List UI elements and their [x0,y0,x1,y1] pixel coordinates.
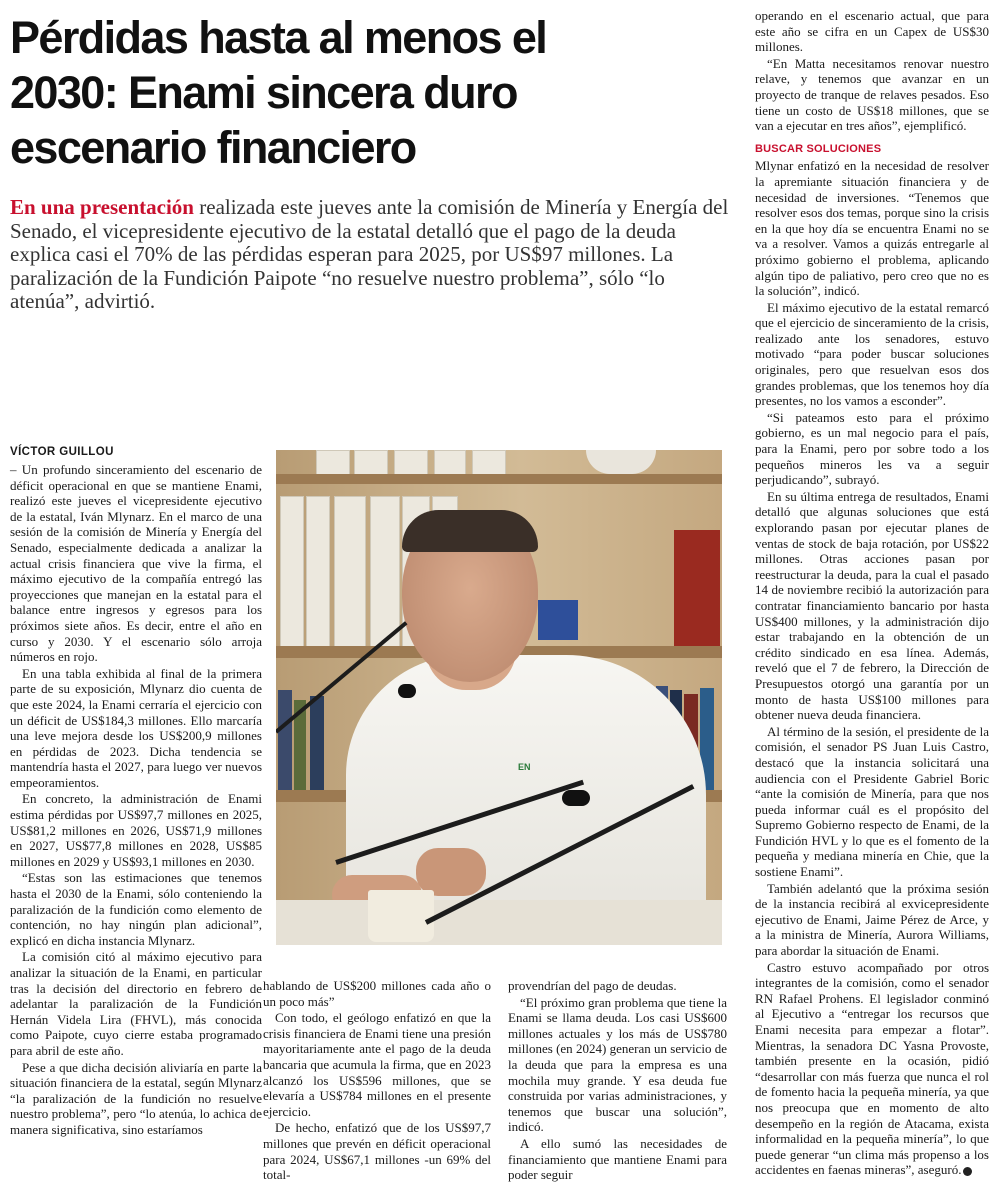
paragraph: El máximo ejecutivo de la estatal remarcó que el ejercicio de sinceramiento de la crisis, realizado ante los senadores, estuvo motivado “para poder buscar soluciones originales, pero que resuelvan esos dos grandes problemas, que los tenemos hoy día presentes, no los vamos a esconder”. [755,299,989,409]
paragraph: En una tabla exhibida al final de la primera parte de su exposición, Mlynarz dio cuenta de que este 2024, la Enami cerraría el ejercicio con un déficit de US$184,3 millones. Ello marcaría una leve mejora desde los US$200,9 millones en pérdidas de 2023. Dicha tendencia se mantendría hasta el 2027, para luego ver nuevos empeoramientos. [10,665,262,790]
paragraph: – Un profundo sinceramiento del escenario de déficit operacional en que se mantiene Enami, realizó este jueves el vicepresidente ejecutivo de la estatal, Iván Mlynarz. En el marco de una sesión de la comisión de Minería y Energía del Senado, especialmente dedicada a analizar la actual crisis financiera que vive la firma, el máximo ejecutivo de la compañía entregó las proyecciones que manejan en la estatal para el balance entre ingresos y egresos para los próximos siete años. Es decir, entre el año en curso y 2030. Y el escenario sólo arroja números en rojo. [10,462,262,665]
paragraph: “El próximo gran problema que tiene la Enami se llama deuda. Los casi US$600 millones actuales y los más de US$780 millones (en 2024) generan un servicio de la deuda que para la empresa es una mochila muy grande. Y esa deuda fue construida por varias administraciones, y tenemos que buscar una solución”, indicó. [508,994,727,1135]
lead-paragraph [10,196,730,314]
paragraph: La comisión citó al máximo ejecutivo para analizar la situación de la Enami, en particular tras la decisión del directorio en febrero de adelantar la paralización de la Fundición Hernán Videla Lira (FHVL), más conocida como Paipote, cuyo cierre estaba programado para abril de este año. [10,949,262,1058]
paragraph: Al término de la sesión, el presidente de la comisión, el senador PS Juan Luis Castro, destacó que la instancia solicitará una audiencia con el Presidente Gabriel Boric “ante la comisión de Minería, para que nos pueda informar cuál es el propósito del Supremo Gobierno respecto de Enami, de la Fundición HVL y lo que es el fomento de la pequeña y mediana minería en Chie, que la sostiene Enami”. [755,723,989,880]
headline-line: escenario financiero [10,122,416,173]
shirt-logo: EN [518,762,531,772]
paragraph: operando en el escenario actual, que para este año se cifra en un Capex de US$30 millones. [755,8,989,55]
paragraph: “Estas son las estimaciones que tenemos hasta el 2030 de la Enami, sólo conteniendo la paralización de la fundición como elemento de contención, no hay ningún plan adicional”, explicó en dicha instancia Mlynarz. [10,870,262,948]
paragraph: hablando de US$200 millones cada año o un poco más” [263,978,491,1009]
lead-kicker: En una presentación [10,195,194,219]
portrait-photo [276,450,722,945]
article-column-2 [263,978,491,1184]
paragraph: A ello sumó las necesidades de financiamiento que mantiene Enami para poder seguir [508,1135,727,1183]
article-column-3 [508,978,727,1184]
paragraph [755,960,989,1178]
byline: VÍCTOR GUILLOU [10,446,114,458]
headline-line: 2030: Enami sincera duro [10,67,517,118]
paragraph: provendrían del pago de deudas. [508,978,677,993]
paragraph: Pese a que dicha decisión aliviaría en parte la situación financiera de la estatal, según Mlynarz “la paralización de la fundición no resuelve nuestro problema”, pero “lo atenúa, lo achica de manera significativa, sino estaríamos [10,1059,262,1137]
lead-text: realizada este jueves ante la comisión de Minería y Energía del Senado, el vicepresidente ejecutivo de la estatal detalló que el pago de la deuda explica casi el 70% de las pérdidas esperan para 2025, por US$97 millones. La paralización de la Fundición Paipote “no resuelve nuestro problema”, sólo “lo atenúa”, advirtió. [10,195,729,313]
paragraph: En concreto, la administración de Enami estima pérdidas por US$97,7 millones en 2025, US$81,2 millones en 2026, US$71,9 millones en 2027, US$77,8 millones en 2028, US$85 millones en 2029 y US$93,1 millones en 2030. [10,791,262,869]
paragraph: De hecho, enfatizó que de los US$97,7 millones que prevén en déficit operacional para 2024, US$67,1 millones -un 69% del total- [263,1120,491,1183]
article-column-4 [755,8,989,1179]
paragraph: También adelantó que la próxima sesión de la instancia recibirá al exvicepresidente ejecutivo de Enami, Jaime Pérez de Arce, y a la ministra de Minería, Aurora Williams, para abordar la situación de Enami. [755,880,989,959]
end-mark-icon [963,1167,972,1176]
section-heading: BUSCAR SOLUCIONES [755,142,882,155]
article-column-1 [10,462,262,1139]
paragraph: “En Matta necesitamos renovar nuestro relave, y tenemos que avanzar en un proyecto de tranque de relaves pesados. Eso tiene un costo de US$18 millones, que se van a ejecutar en tres años”, ejemplificó. [755,55,989,134]
paragraph: “Si pateamos esto para el próximo gobierno, es un mal negocio para el país, para la Enami, pero por sobre todo a los pequeños mineros les va a seguir perjudicando”, subrayó. [755,409,989,488]
headline-line: Pérdidas hasta al menos el [10,12,547,63]
paragraph-text: Castro estuvo acompañado por otros integrantes de la comisión, como el senador RN Rafael Prohens. El legislador conminó al Ejecutivo a “entregar los recursos que Enami necesita para empezar a flotar”. Mientras, la senadora DC Yasna Provoste, también presente en la ocasión, pidió “desarrollar con más fuerza que nunca el rol de fomento hacia la pequeña minería, ya que nos preocupa que en momento de alto desempeño en la región de Atacama, exista informalidad en la pequeña minería”, lo que puede generar “un clima más propenso a los accidentes en faenas mineras”, aseguró. [755,959,989,1178]
paragraph: Con todo, el geólogo enfatizó en que la crisis financiera de Enami tiene una presión mayoritariamente ante el pago de la deuda bancaria que acumula la firma, que en 2023 alcanzó los US$596 millones, que se elevaría a US$784 millones en el presente ejercicio. [263,1010,491,1119]
headline [10,10,730,175]
paragraph: En su última entrega de resultados, Enami detalló que algunas soluciones que está explorando pasan por ejecutar planes de ventas de stock de baja rotación, por US$22 millones. Otras acciones pasan por reestructurar la deuda, para la cual el pasado 14 de noviembre recibió la autorización para contratar financiamiento bancario por hasta US$400 millones, y la administración dijo estar trabajando en la obtención de un crédito sindicado en esa línea. Además, reveló que el 7 de febrero, la Dirección de Presupuestos otorgó una garantía por un monto de hasta US$100 millones para obtener nueva deuda financiera. [755,488,989,723]
paragraph: Mlynar enfatizó en la necesidad de resolver la apremiante situación financiera y de necesidad de inversiones. “Tenemos que resolver esos dos temas, porque sino la crisis en la que hoy día se encuentra Enami no se va a resolver. Vamos a quizás entregarle al próximo gobierno el problema, aplicando algún tipo de paliativo, pero creo que no es la solución”, indicó. [755,158,989,299]
